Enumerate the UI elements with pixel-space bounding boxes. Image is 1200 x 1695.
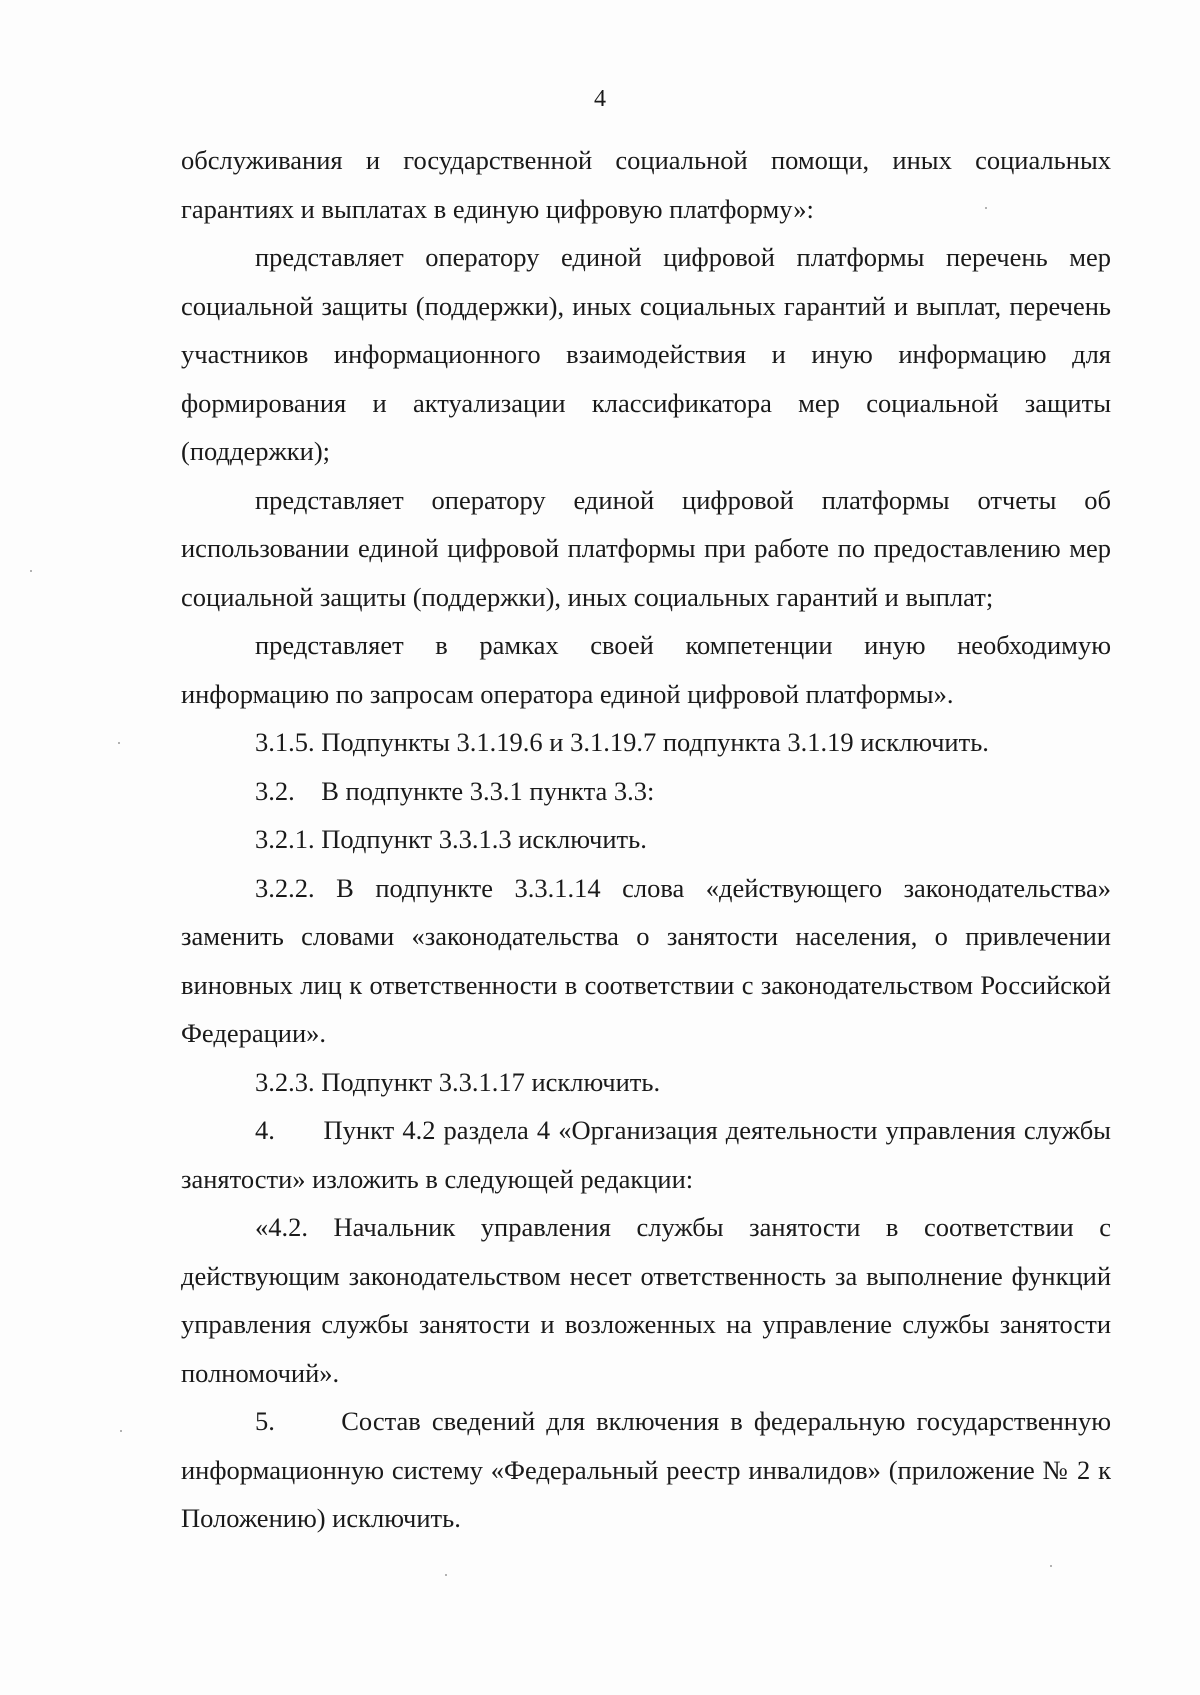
paragraph: 3.2. В подпункте 3.3.1 пункта 3.3: <box>255 775 655 806</box>
paragraph: представляет в рамках своей компетенции иную необходимую информацию по запросам оператора единой цифровой платформы». <box>181 630 1111 709</box>
paragraph: 3.2.3. Подпункт 3.3.1.17 исключить. <box>255 1066 661 1097</box>
scan-speck <box>445 1574 447 1576</box>
scan-speck <box>120 1430 122 1432</box>
paragraph: 4. Пункт 4.2 раздела 4 «Организация деятельности управления службы занятости» изложить в следующей редакции: <box>181 1115 1118 1194</box>
paragraph: представляет оператору единой цифровой платформы перечень мер социальной защиты (поддержки), иных социальных гарантий и выплат, перечень участников информационного взаимодействия и иную информацию для формирования и актуализации классификатора мер социальной защиты (поддержки); <box>181 242 1111 466</box>
paragraph: 3.2.1. Подпункт 3.3.1.3 исключить. <box>255 824 647 854</box>
paragraph: 3.1.5. Подпункты 3.1.19.6 и 3.1.19.7 подпункта 3.1.19 исключить. <box>255 727 989 757</box>
scan-speck <box>30 570 32 572</box>
document-body <box>181 136 1118 1543</box>
scan-speck <box>985 207 987 209</box>
paragraph: обслуживания и государственной социальной помощи, иных социальных гарантиях и выплатах в единую цифровую платформу»: <box>181 145 1111 224</box>
scan-speck <box>1050 1565 1052 1567</box>
paragraph: 5. Состав сведений для включения в федеральную государственную информационную систему «Федеральный реестр инвалидов» (приложение № 2 к Положению) исключить. <box>181 1406 1118 1533</box>
paragraph: «4.2. Начальник управления службы занятости в соответствии с действующим законодательством несет ответственность за выполнение функций управления службы занятости и возложенных на управление службы занятости полномочий». <box>181 1212 1111 1388</box>
page-number: 4 <box>594 86 606 112</box>
scan-speck <box>118 742 120 744</box>
paragraph: представляет оператору единой цифровой платформы отчеты об использовании единой цифровой платформы при работе по предоставлению мер социальной защиты (поддержки), иных социальных гарантий и выплат; <box>181 484 1111 612</box>
paragraph: 3.2.2. В подпункте 3.3.1.14 слова «действующего законодательства» заменить словами «законодательства о занятости населения, о привлечении виновных лиц к ответственности в соответствии с законодательством Российской Федерации». <box>181 872 1111 1048</box>
